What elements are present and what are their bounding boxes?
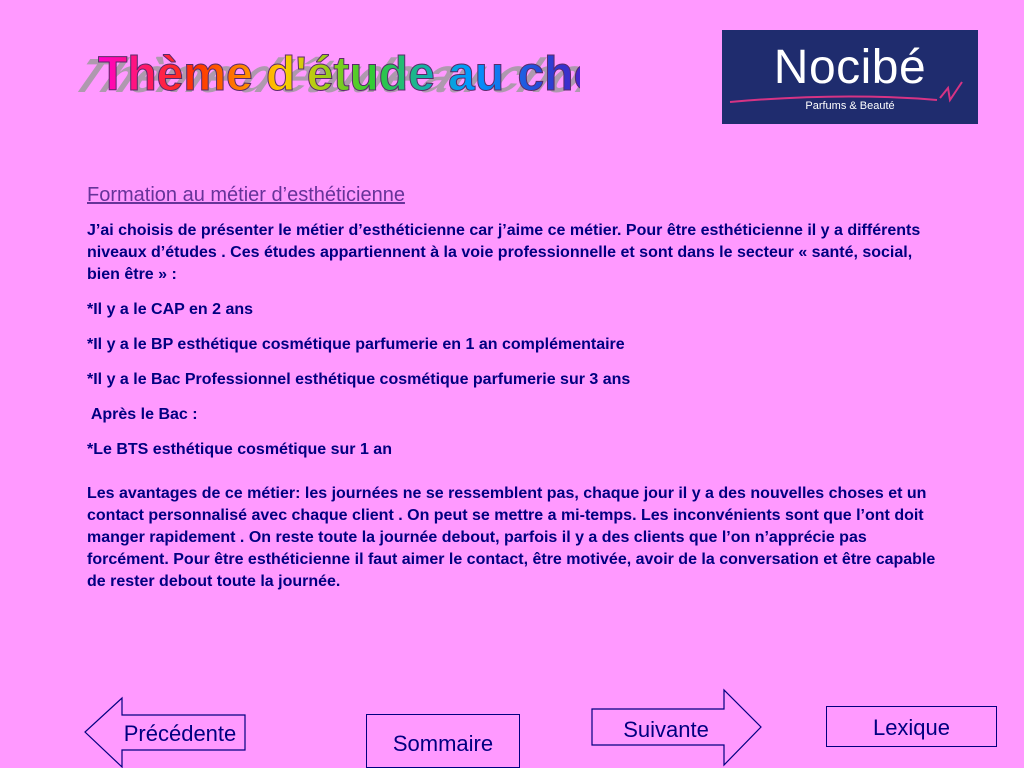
- logo-tagline: Parfums & Beauté: [805, 100, 895, 112]
- next-button[interactable]: [591, 689, 763, 768]
- advantages-paragraph: Les avantages de ce métier: les journées ne se ressemblent pas, chaque jour il y a des nouvelles choses et un contact personnalisé avec chaque client . On peut se mettre a mi-temps. Les inconvénients sont que l’ont doit manger rapidement . On reste toute la journée debout, parfois il y a des clients que l’on n’apprécie pas forcément. Pour être esthéticienne il faut aimer le contact, être motivée, avoir de la conversation et être capable de rester debout toute la journée.: [87, 485, 936, 590]
- list-item: *Il y a le Bac Professionnel esthétique cosmétique parfumerie sur 3 ans: [87, 371, 631, 388]
- next-label: Suivante: [623, 717, 709, 742]
- summary-button[interactable]: [366, 714, 520, 768]
- list-item: *Il y a le CAP en 2 ans: [87, 301, 254, 318]
- logo-brand: Nocibé: [773, 41, 927, 94]
- nocibe-logo: [722, 30, 978, 124]
- page-title-shadow: Thème d'étude au choix: [60, 49, 580, 103]
- summary-label: Sommaire: [392, 731, 494, 756]
- content-heading: Formation au métier d’esthéticienne: [87, 184, 405, 206]
- intro-paragraph: J’ai choisis de présenter le métier d’esthéticienne car j’aime ce métier. Pour être esthéticienne il y a différents niveaux d’études . Ces études appartiennent à la voie professionnelle et sont dans le secteur « santé, social, bien être » :: [87, 222, 921, 283]
- list-item: *Le BTS esthétique cosmétique sur 1 an: [87, 441, 392, 458]
- previous-button[interactable]: [84, 697, 248, 768]
- list-item: *Il y a le BP esthétique cosmétique parfumerie en 1 an complémentaire: [87, 336, 625, 353]
- lexicon-button[interactable]: [826, 706, 997, 747]
- list-item: Après le Bac :: [87, 406, 198, 423]
- lexicon-label: Lexique: [872, 715, 951, 740]
- main-content: [87, 182, 937, 606]
- page-title-text: Thème d'étude au ch: [98, 48, 574, 101]
- page-title: [60, 30, 580, 110]
- previous-label: Précédente: [123, 721, 237, 746]
